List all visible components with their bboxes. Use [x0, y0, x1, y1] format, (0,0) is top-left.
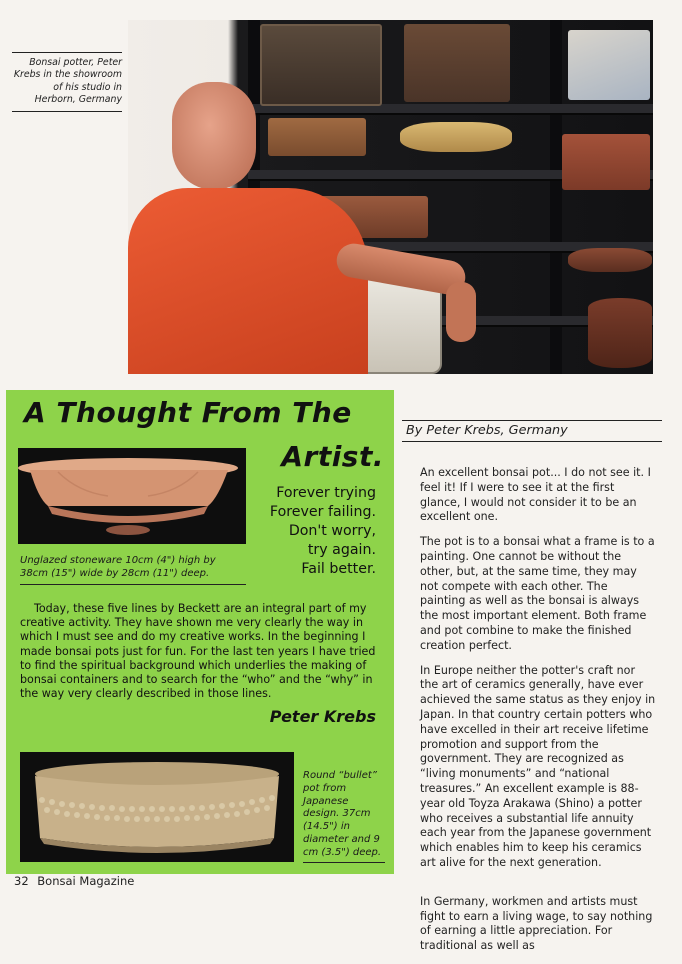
- poem-line: Don't worry,: [288, 523, 376, 539]
- pot-shelf-4: [268, 118, 366, 156]
- article-paragraph: The pot is to a bonsai what a frame is to a painting. One cannot be without the other, but, at the same time, they may not compete with each other. The painting as well as the bonsai is always the most important element. Both frame and pot combine to make the finished creation perfect.: [420, 535, 655, 652]
- poem-line: Forever trying: [276, 485, 376, 501]
- article-paragraph: An excellent bonsai pot... I do not see it. I feel it! If I were to see it at the first glance, I would not consider it to be an excellent one.: [420, 466, 651, 524]
- pot2-caption: Round “bullet” pot from Japanese design. 37cm (14.5") in diameter and 9 cm (3.5") deep.: [303, 770, 385, 863]
- pot-shelf-8: [568, 248, 652, 272]
- pot-shelf-3: [568, 30, 650, 100]
- magazine-name: Bonsai Magazine: [37, 874, 135, 888]
- article-column: [420, 466, 656, 964]
- poem-line: try again.: [307, 542, 376, 558]
- article-paragraph: In Europe neither the potter's craft nor the art of ceramics generally, have ever achieved the same status as they enjoy in Japan. In that country certain potters who have excelled in their art receive lifetime promotion and support from the government. They are recognized as “living monuments” and “national treasures.” An excellent example is 88-year old Toyza Arakawa (Shino) a potter who receives a substantial life annuity each year from the Japanese government which enables him to keep his ceramics art alive for the next generation.: [420, 663, 656, 869]
- article-paragraph: In Germany, workmen and artists must fight to earn a living wage, to say nothing of earning a little appreciation. For traditional as well as: [420, 894, 653, 953]
- artist-hand: [446, 282, 476, 342]
- artist-photo: [128, 20, 653, 374]
- bullet-pot-photo: [20, 752, 294, 862]
- title-line-2: Artist.: [281, 440, 384, 473]
- page-number: 32: [14, 874, 29, 888]
- unglazed-pot-photo: [18, 448, 246, 544]
- unglazed-pot-drawing: [18, 448, 246, 544]
- pot-shelf-1: [260, 24, 382, 106]
- panel-body-text: Today, these five lines by Beckett are an integral part of my creative activity. They have shown me very clearly the way in which I must see and do my creative works. In the beginning I made bonsai pots just for fun. For the last ten years I have tried to find the spiritual background which underlies the making of bonsai containers and to search for the “who” and the “why” in the way very clearly described in those lines.: [20, 602, 376, 701]
- page-footer: [14, 874, 134, 888]
- photo-caption: Bonsai potter, Peter Krebs in the showroom of his studio in Herborn, Germany: [12, 52, 122, 112]
- artist-shirt: [128, 188, 368, 374]
- pot-shelf-6: [562, 134, 650, 190]
- title-line-1: A Thought From The: [24, 396, 352, 429]
- poem-line: Forever failing.: [269, 504, 376, 520]
- bullet-pot-drawing: [20, 752, 294, 862]
- byline: By Peter Krebs, Germany: [402, 420, 662, 442]
- pot-shelf-5: [400, 122, 512, 152]
- pot1-caption: Unglazed stoneware 10cm (4") high by 38cm (15") wide by 28cm (11") deep.: [20, 552, 246, 585]
- pot-shelf-9: [588, 298, 652, 368]
- poem-line: Fail better.: [301, 561, 376, 577]
- artist-head: [172, 82, 256, 190]
- beckett-poem: [256, 484, 376, 579]
- pot-shelf-2: [404, 24, 510, 102]
- signature: Peter Krebs: [269, 707, 376, 726]
